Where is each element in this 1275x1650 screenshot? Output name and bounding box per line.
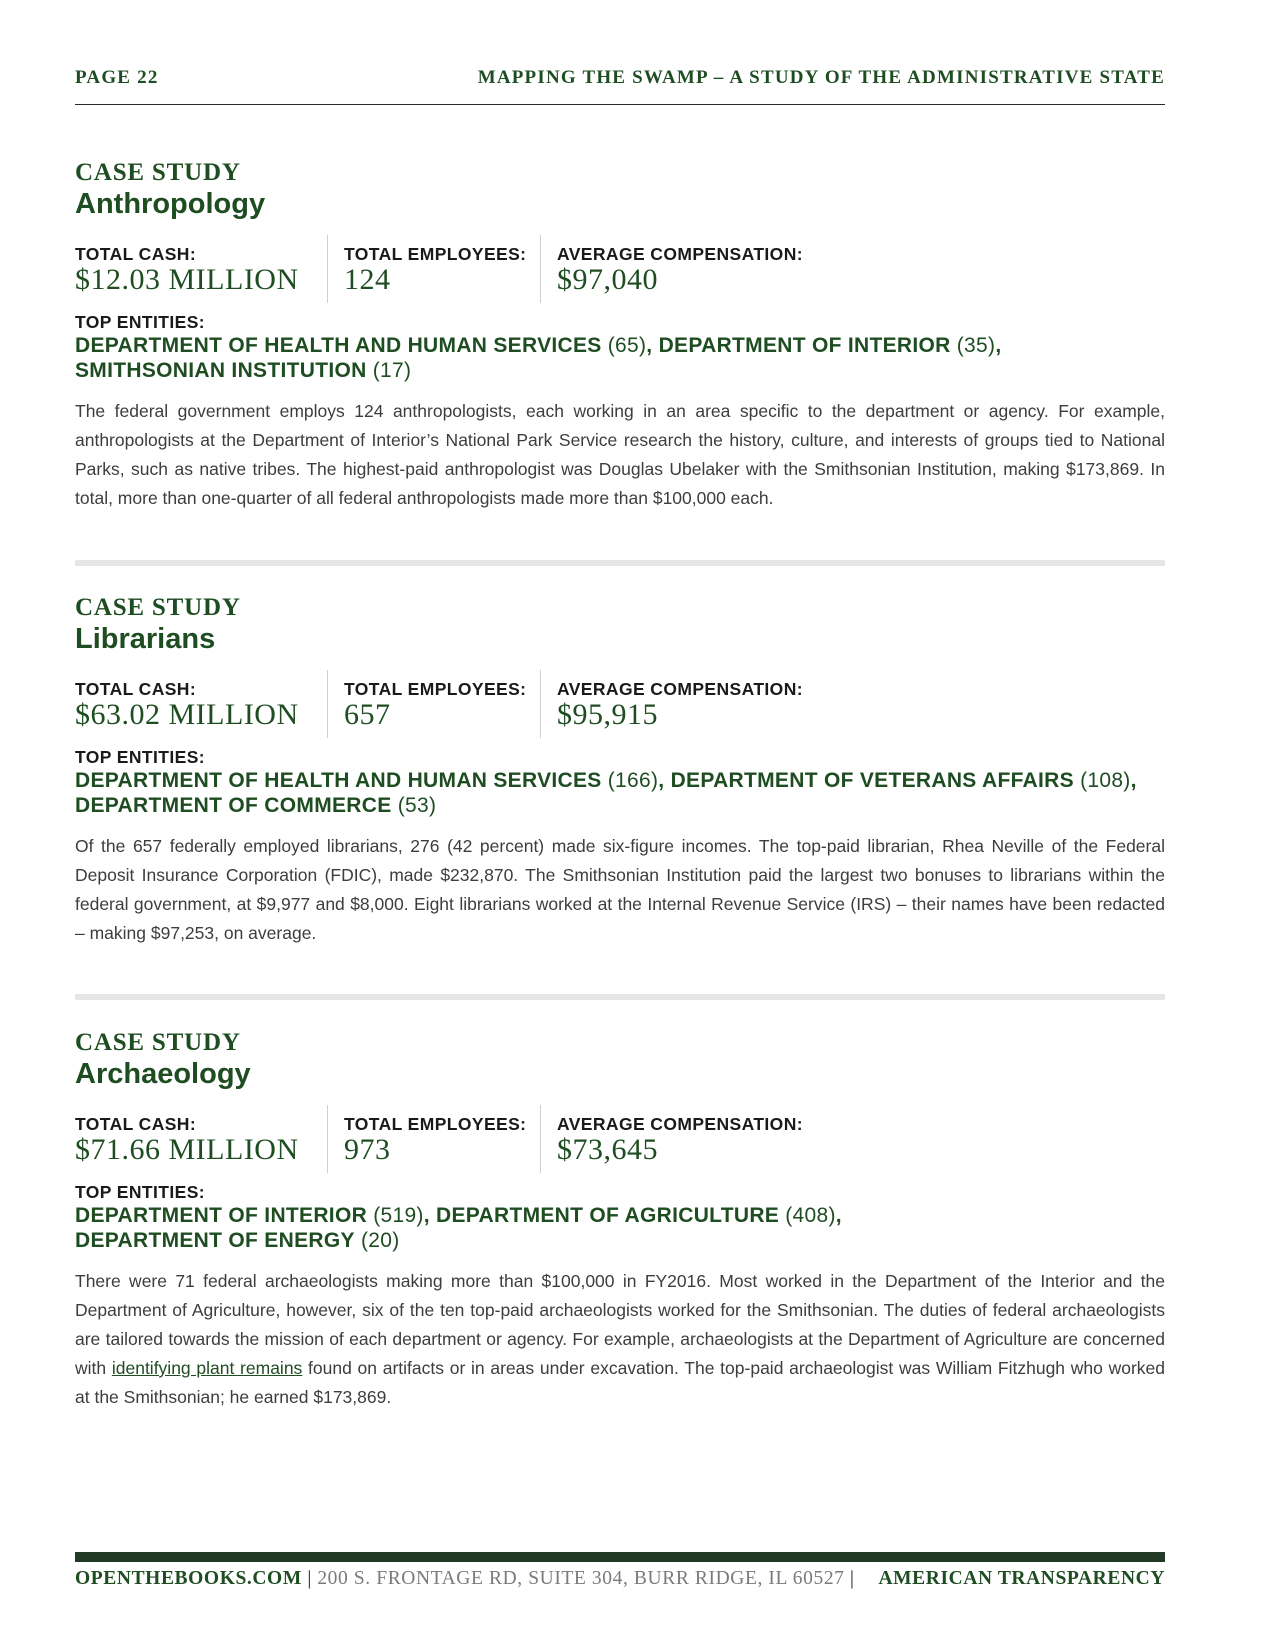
entity-count: (166) [607,769,659,792]
footer-address: 200 S. FRONTAGE RD, SUITE 304, BURR RIDGE, IL 60527 [317,1568,845,1589]
entity-name: SMITHSONIAN INSTITUTION [75,359,367,382]
case-body: The federal government employs 124 anthropologists, each working in an area specific to the department or agency. For example, anthropologists at the Department of Interior’s National Park Service research the history, culture, and interests of groups tied to National Parks, such as native tribes. The highest-paid anthropologist was Douglas Ubelaker with the Smithsonian Institution, making $173,869. In total, more than one-quarter of all federal anthropologists made more than $100,000 each. [75,401,1165,508]
stat-total-employees [327,235,526,303]
stat-label: TOTAL EMPLOYEES: [344,244,527,264]
stat-value: $12.03 MILLION [75,263,299,296]
entity-count: (17) [372,359,412,382]
case-title: Librarians [75,623,216,655]
entity-name: DEPARTMENT OF ENERGY [75,1229,355,1252]
identifying-plant-remains-link[interactable]: identifying plant remains [111,1358,303,1378]
stat-label: AVERAGE COMPENSATION: [557,244,803,264]
stat-label: TOTAL CASH: [75,1114,197,1134]
entity-name: DEPARTMENT OF INTERIOR [75,1204,368,1227]
page-number: PAGE 22 [75,67,159,88]
stat-label: AVERAGE COMPENSATION: [557,1114,803,1134]
footer-org: AMERICAN TRANSPARENCY [878,1568,1165,1589]
stat-label: TOTAL CASH: [75,679,197,699]
stat-total-cash [75,670,299,738]
top-entities-label: TOP ENTITIES: [75,312,205,332]
stats-row [75,670,1165,738]
top-entities-list: DEPARTMENT OF HEALTH AND HUMAN SERVICES (166), DEPARTMENT OF VETERANS AFFAIRS (108), DEPARTMENT OF COMMERCE (53) [75,769,1137,817]
entity-count: (65) [607,334,647,357]
entity-count: (35) [956,334,996,357]
stat-value: $71.66 MILLION [75,1133,299,1166]
case-study-archaeology [75,1030,1165,1412]
document-title: MAPPING THE SWAMP – A STUDY OF THE ADMINISTRATIVE STATE [477,67,1165,88]
top-entities-label: TOP ENTITIES: [75,1182,205,1202]
body-text-after: found on artifacts or in areas under excavation. The top-paid archaeologist was William Fitzhugh who worked at the Smithsonian; he earned $173,869. [75,1358,1166,1407]
entity-count: (519) [373,1204,424,1227]
stat-label: TOTAL CASH: [75,244,197,264]
entity-name: DEPARTMENT OF HEALTH AND HUMAN SERVICES [75,334,602,357]
case-body [75,1267,1165,1412]
footer-separator: | [850,1568,855,1589]
page-footer [75,1568,1165,1598]
entity-count: (53) [397,794,437,817]
stat-average-compensation [540,235,803,303]
entity-name: DEPARTMENT OF VETERANS AFFAIRS [670,769,1074,792]
stat-label: TOTAL EMPLOYEES: [344,679,527,699]
case-body: Of the 657 federally employed librarians, 276 (42 percent) made six-figure incomes. The top-paid librarian, Rhea Neville of the Federal Deposit Insurance Corporation (FDIC), made $232,870. The Smithsonian Institution paid the largest two bonuses to librarians within the federal government, at $9,977 and $8,000. Eight librarians worked at the Internal Revenue Service (IRS) – their names have been redacted – making $97,253, on average. [75,836,1165,943]
entity-name: DEPARTMENT OF INTERIOR [658,334,951,357]
stat-value: $63.02 MILLION [75,698,299,731]
section-divider [75,560,1165,566]
top-entities-list: DEPARTMENT OF HEALTH AND HUMAN SERVICES (65), DEPARTMENT OF INTERIOR (35), SMITHSONIAN INSTITUTION (17) [75,334,1002,382]
stats-row [75,1105,1165,1173]
page-header [75,62,1165,105]
stat-value: $95,915 [557,698,658,731]
case-kicker: CASE STUDY [75,594,241,621]
case-study-anthropology [75,160,1165,513]
footer-separator: | [307,1568,312,1589]
top-entities-list: DEPARTMENT OF INTERIOR (519), DEPARTMENT OF AGRICULTURE (408), DEPARTMENT OF ENERGY (20) [75,1204,842,1252]
case-study-librarians [75,595,1165,948]
stat-total-employees [327,670,526,738]
entity-count: (408) [785,1204,836,1227]
stat-total-employees [327,1105,526,1173]
footer-site: OPENTHEBOOKS.COM [75,1568,302,1589]
entity-count: (108) [1080,769,1131,792]
stat-average-compensation [540,1105,803,1173]
top-entities-label: TOP ENTITIES: [75,747,205,767]
footer-bar [75,1552,1165,1562]
stats-row [75,235,1165,303]
stat-total-cash [75,235,299,303]
body-text-before: There were 71 federal archaeologists making more than $100,000 in FY2016. Most worked in the Department of the Interior and the Department of Agriculture, however, six of the ten top-paid archaeologists worked for the Smithsonian. The duties of federal archaeologists are tailored towards the mission of each department or agency. For example, archaeologists at the Department of Agriculture are concerned with [75,1271,1165,1378]
stat-average-compensation [540,670,803,738]
case-kicker: CASE STUDY [75,159,241,186]
entity-name: DEPARTMENT OF HEALTH AND HUMAN SERVICES [75,769,602,792]
stat-value: $73,645 [557,1133,658,1166]
stat-value: 124 [344,263,391,296]
entity-name: DEPARTMENT OF COMMERCE [75,794,392,817]
entity-count: (20) [360,1229,400,1252]
case-kicker: CASE STUDY [75,1029,241,1056]
stat-value: 657 [344,698,391,731]
stat-value: $97,040 [557,263,658,296]
section-divider [75,994,1165,1000]
case-title: Archaeology [75,1058,251,1090]
stat-label: AVERAGE COMPENSATION: [557,679,803,699]
case-title: Anthropology [75,188,266,220]
stat-value: 973 [344,1133,391,1166]
stat-label: TOTAL EMPLOYEES: [344,1114,527,1134]
entity-name: DEPARTMENT OF AGRICULTURE [436,1204,780,1227]
stat-total-cash [75,1105,299,1173]
